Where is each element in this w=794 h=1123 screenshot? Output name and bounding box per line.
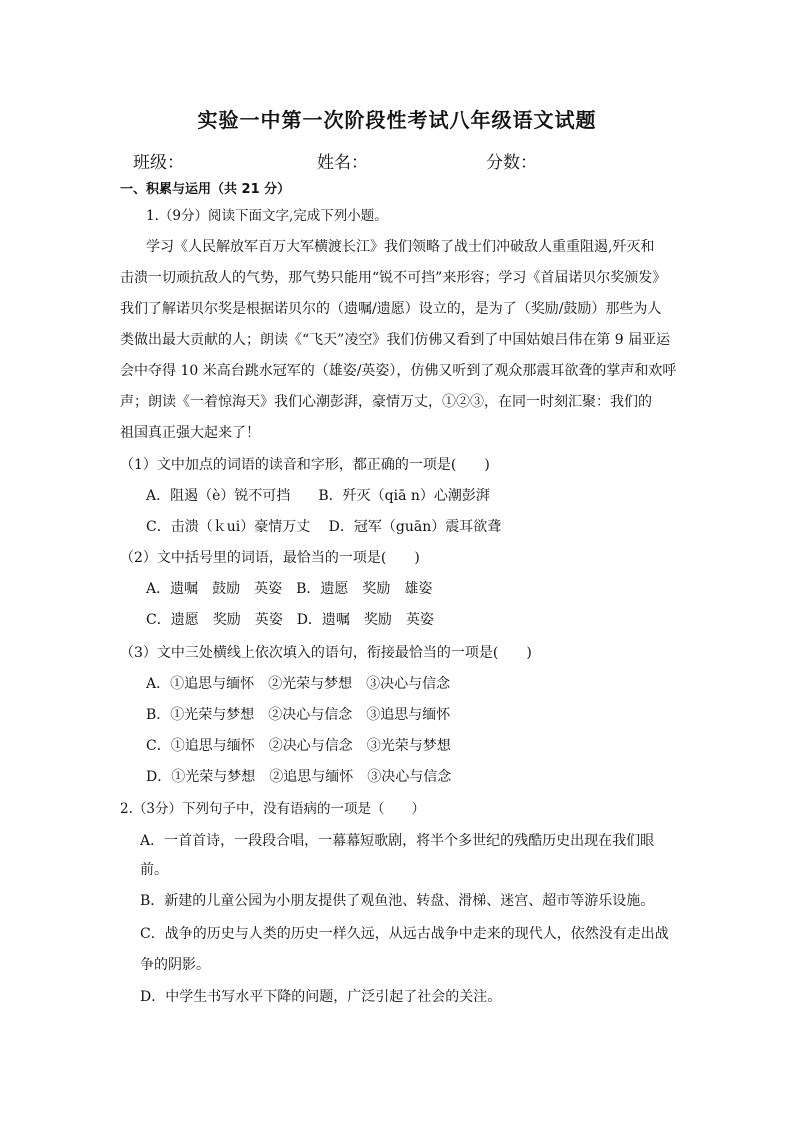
sub-question-2-options-cd: C．遗愿 奖励 英姿 D．遗嘱 奖励 英姿	[146, 612, 434, 628]
question-1-intro: 1.（9分）阅读下面文字,完成下列小题。	[146, 208, 388, 224]
question-2-option-line: 前。	[140, 862, 168, 878]
passage-line: 我们了解诺贝尔奖是根据诺贝尔的（遗嘱/遗愿）设立的，是为了（奖励/鼓励）那些为人	[120, 301, 662, 317]
question-2-option-line: C．战争的历史与人类的历史一样久远，从远古战争中走来的现代人，依然没有走出战	[140, 926, 669, 942]
sub-question-3-option: B．①光荣与梦想 ②决心与信念 ③追思与缅怀	[146, 707, 451, 723]
passage-line: 学习《人民解放军百万大军横渡长江》我们领略了战士们冲破敌人重重阻遏,歼灭和	[146, 239, 655, 255]
sub-question-1-options-cd: C．击溃（ｋui）豪情万丈 D．冠军（guān）震耳欲聋	[146, 519, 502, 535]
passage-line: 会中夺得 10 米高台跳水冠军的（雄姿/英姿），仿佛又听到了观众那震耳欲聋的掌声和欢呼	[120, 363, 677, 379]
question-2-option-line: B．新建的儿童公园为小朋友提供了观鱼池、转盘、滑梯、迷宫、超市等游乐设施。	[140, 893, 655, 909]
sub-question-1-options-ab: A．阻遏（è）锐不可挡 B．歼灭（qiā n）心潮彭湃	[146, 488, 490, 504]
sub-question-3-option: D．①光荣与梦想 ②追思与缅怀 ③决心与信念	[146, 769, 452, 785]
passage-line: 祖国真正强大起来了！	[120, 425, 260, 441]
passage-line: 类做出最大贡献的人；朗读《“飞天”凌空》我们仿佛又看到了中国姑娘吕伟在第 9 届亚运	[120, 332, 671, 348]
sub-question-3-option: C．①追思与缅怀 ②决心与信念 ③光荣与梦想	[146, 738, 451, 754]
question-2-option-line: 争的阴影。	[140, 957, 210, 973]
name-label: 姓名：	[317, 153, 368, 173]
question-2-option-line: D．中学生书写水平下降的问题，广泛引起了社会的关注。	[140, 989, 502, 1005]
question-2-option-line: A．一首首诗，一段段合唱，一幕幕短歌剧，将半个多世纪的残酷历史出现在我们眼	[140, 833, 655, 849]
sub-question-2-options-ab: A．遗嘱 鼓励 英姿 B．遗愿 奖励 雄姿	[146, 581, 433, 597]
section-heading: 一、积累与运用（共 21 分）	[120, 182, 291, 197]
passage-line: 声；朗读《一着惊海天》我们心潮彭湃，豪情万丈，①②③，在同一时刻汇聚：我们的	[120, 394, 652, 410]
sub-question-3-option: A．①追思与缅怀 ②光荣与梦想 ③决心与信念	[146, 676, 451, 692]
sub-question-2-stem: （2）文中括号里的词语，最恰当的一项是( )	[120, 550, 420, 566]
passage-line: 击溃一切顽抗敌人的气势，那气势只能用“锐不可挡”来形容；学习《首届诺贝尔奖颁发》	[120, 270, 667, 286]
class-label: 班级：	[133, 153, 184, 173]
question-2-intro: 2.（3分）下列句子中，没有语病的一项是（ ）	[120, 801, 425, 817]
page-title: 实验一中第一次阶段性考试八年级语文试题	[197, 108, 597, 132]
score-label: 分数：	[486, 153, 537, 173]
sub-question-3-stem: （3）文中三处横线上依次填入的语句，衔接最恰当的一项是( )	[120, 645, 532, 661]
sub-question-1-stem: （1）文中加点的词语的读音和字形，都正确的一项是( )	[120, 457, 490, 473]
